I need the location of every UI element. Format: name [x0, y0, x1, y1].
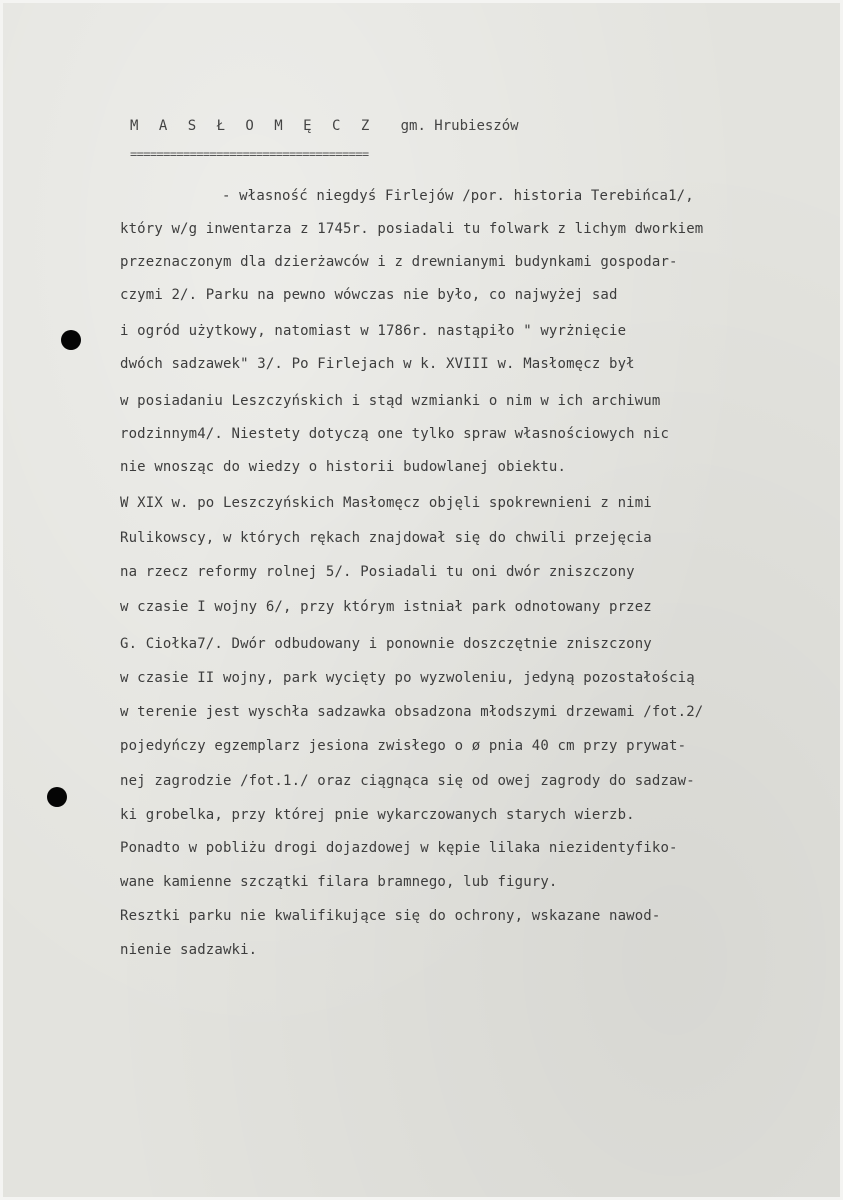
- punch-hole: [61, 330, 81, 350]
- text-line: przeznaczonym dla dzierżawców i z drewnianymi budynkami gospodar-: [120, 254, 678, 270]
- text-line: W XIX w. po Leszczyńskich Masłomęcz objęli spokrewnieni z nimi: [120, 495, 652, 511]
- text-line: nej zagrodzie /fot.1./ oraz ciągnąca się od owej zagrody do sadzaw-: [120, 773, 695, 789]
- text-line: w czasie I wojny 6/, przy którym istniał park odnotowany przez: [120, 599, 652, 615]
- page-edge-top: [0, 0, 843, 3]
- text-line: na rzecz reformy rolnej 5/. Posiadali tu oni dwór zniszczony: [120, 564, 635, 580]
- title-place: M A S Ł O M Ę C Z: [130, 118, 376, 134]
- text-line: pojedyńczy egzemplarz jesiona zwisłego o ø pnia 40 cm przy prywat-: [120, 738, 687, 754]
- text-line: Rulikowscy, w których rękach znajdował się do chwili przejęcia: [120, 530, 652, 546]
- page-edge-left: [0, 0, 3, 1200]
- text-line: który w/g inwentarza z 1745r. posiadali tu folwark z lichym dworkiem: [120, 221, 704, 237]
- text-line: w terenie jest wyschła sadzawka obsadzona młodszymi drzewami /fot.2/: [120, 704, 704, 720]
- text-line: w czasie II wojny, park wycięty po wyzwoleniu, jedyną pozostałością: [120, 670, 695, 686]
- text-line: - własność niegdyś Firlejów /por. historia Terebińca1/,: [222, 188, 694, 204]
- document-title: [130, 118, 519, 134]
- text-line: i ogród użytkowy, natomiast w 1786r. nastąpiło " wyrżnięcie: [120, 323, 627, 339]
- title-underline: ====================================: [130, 147, 369, 161]
- text-line: czymi 2/. Parku na pewno wówczas nie było, co najwyżej sad: [120, 287, 618, 303]
- text-line: nie wnosząc do wiedzy o historii budowlanej obiektu.: [120, 459, 567, 475]
- text-line: Ponadto w pobliżu drogi dojazdowej w kępie lilaka niezidentyfiko-: [120, 840, 678, 856]
- text-line: w posiadaniu Leszczyńskich i stąd wzmianki o nim w ich archiwum: [120, 393, 661, 409]
- text-line: ki grobelka, przy której pnie wykarczowanych starych wierzb.: [120, 807, 635, 823]
- text-line: dwóch sadzawek" 3/. Po Firlejach w k. XVIII w. Masłomęcz był: [120, 356, 635, 372]
- text-line: G. Ciołka7/. Dwór odbudowany i ponownie doszczętnie zniszczony: [120, 636, 652, 652]
- text-line: rodzinnym4/. Niestety dotyczą one tylko spraw własnościowych nic: [120, 426, 670, 442]
- title-commune: gm. Hrubieszów: [400, 118, 519, 134]
- text-line: nienie sadzawki.: [120, 942, 258, 958]
- text-line: wane kamienne szczątki filara bramnego, lub figury.: [120, 874, 558, 890]
- punch-hole: [47, 787, 67, 807]
- text-line: Resztki parku nie kwalifikujące się do ochrony, wskazane nawod-: [120, 908, 661, 924]
